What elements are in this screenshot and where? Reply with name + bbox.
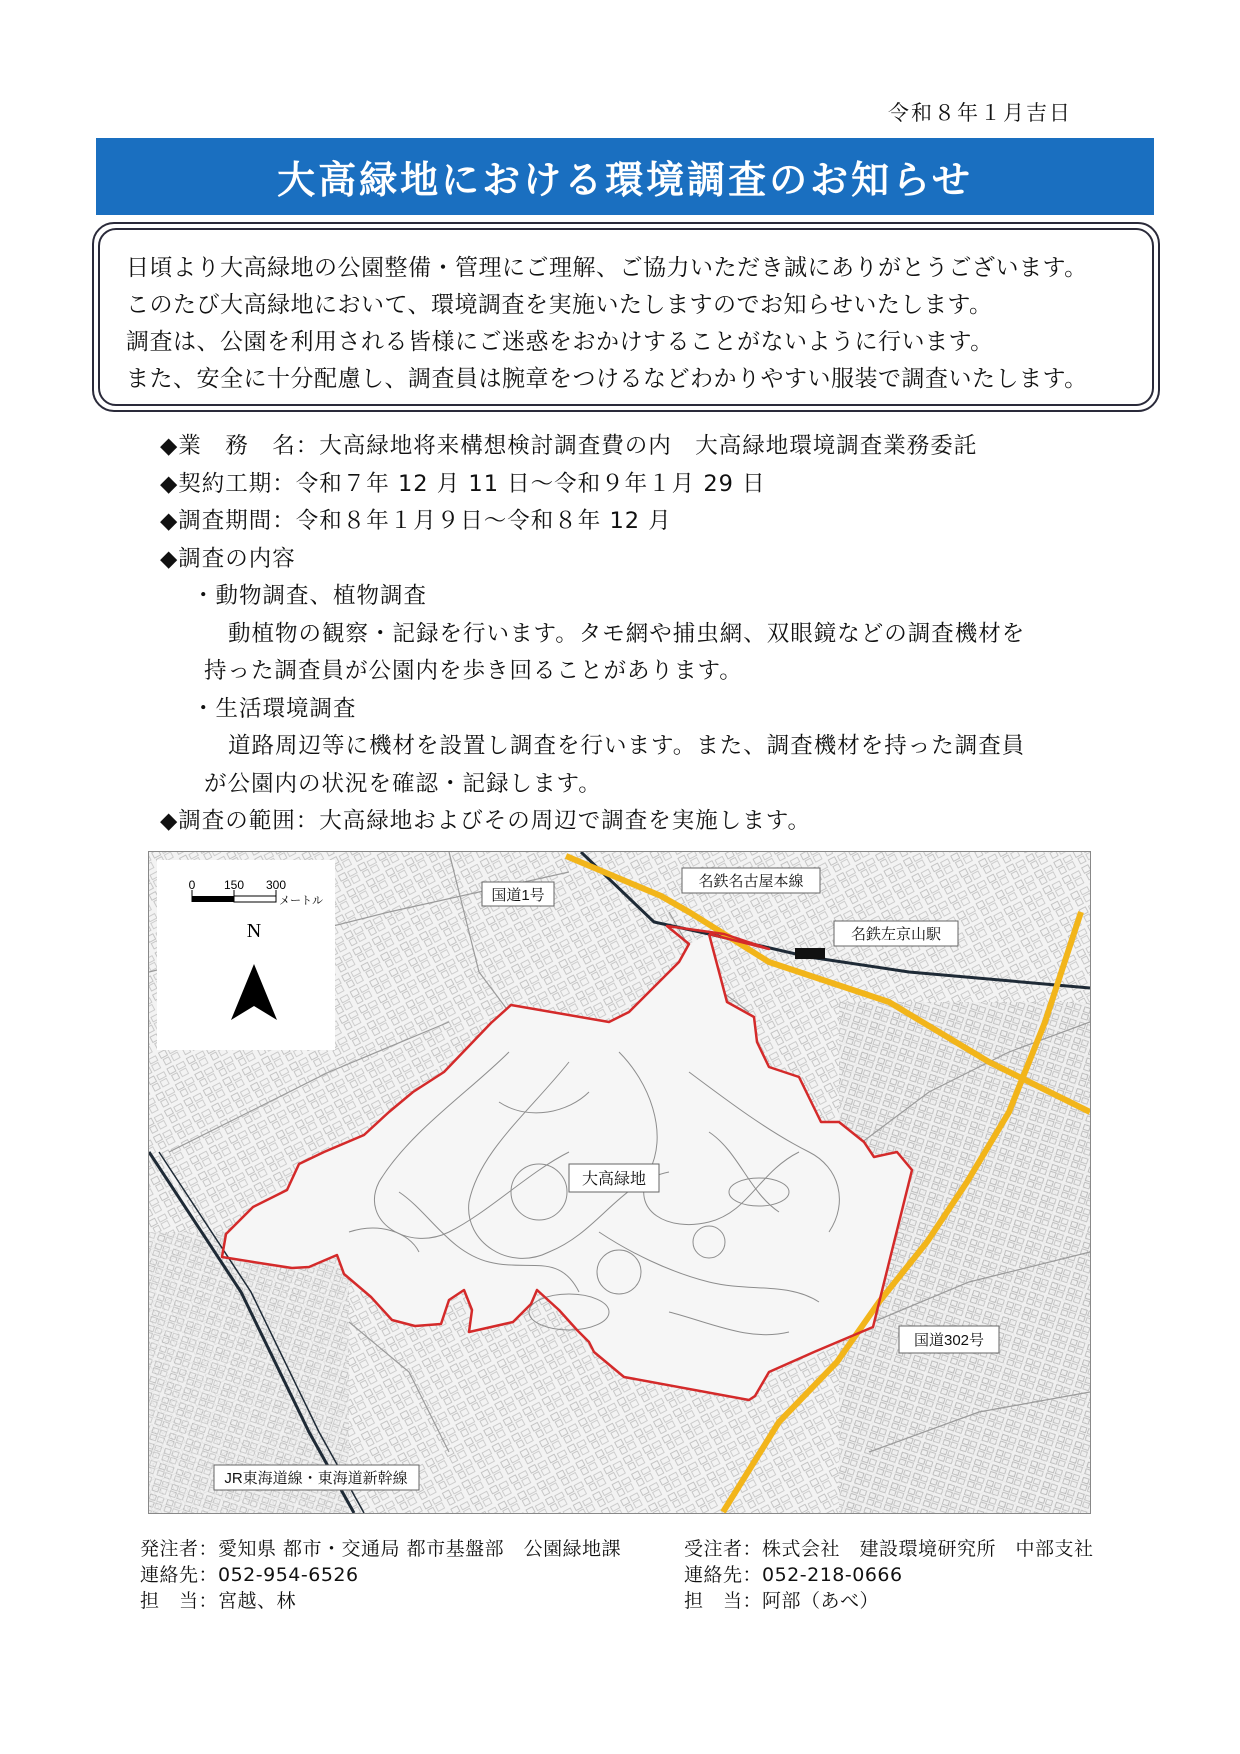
contractor-contact: 連絡先：052-218-0666 <box>684 1564 903 1586</box>
issue-date: 令和８年１月吉日 <box>888 101 1072 125</box>
notice-line: 調査は、公園を利用される皆様にご迷惑をおかけすることがないように行います。 <box>126 329 994 355</box>
survey-period: ◆調査期間：令和８年１月９日～令和８年 12 月 <box>160 508 672 534</box>
content-heading: ◆調査の内容 <box>160 545 296 572</box>
notice-line: また、安全に十分配慮し、調査員は腕章をつけるなどわかりやすい服装で調査いたします。 <box>126 366 1088 392</box>
orderer-person: 担 当：宮越、林 <box>140 1590 297 1612</box>
page-title: 大高緑地における環境調査のお知らせ <box>277 158 973 202</box>
orderer-info <box>140 1536 621 1614</box>
contractor-info <box>684 1536 1094 1614</box>
notice-box <box>92 222 1160 412</box>
north-label: N <box>246 920 262 942</box>
title-banner <box>96 138 1154 215</box>
notice-inner-frame <box>98 228 1154 406</box>
item2-title: ・生活環境調査 <box>192 695 357 722</box>
park-label: 大高緑地 <box>581 1171 647 1188</box>
details-section <box>160 428 1100 841</box>
route302-label: 国道302号 <box>913 1332 985 1349</box>
meitetsu-line-label: 名鉄名古屋本線 <box>698 873 804 890</box>
route1-label: 国道1号 <box>491 887 545 904</box>
notice-line: このたび大高緑地において、環境調査を実施いたしますのでお知らせいたします。 <box>126 292 993 318</box>
sakyoyama-station-label: 名鉄左京山駅 <box>850 926 942 943</box>
survey-range: ◆調査の範囲：大高緑地およびその周辺で調査を実施します。 <box>160 808 812 834</box>
contractor-name: 受注者：株式会社 建設環境研究所 中部支社 <box>684 1538 1094 1560</box>
scale-tick-label: 150 <box>223 878 245 892</box>
legend-box <box>157 860 335 1050</box>
map-svg <box>149 852 1090 1513</box>
item2-body: が公園内の状況を確認・記録します。 <box>204 770 602 797</box>
scale-unit-label: メートル <box>279 895 323 907</box>
item1-title: ・動物調査、植物調査 <box>192 583 428 609</box>
notice-line: 日頃より大高緑地の公園整備・管理にご理解、ご協力いただき誠にありがとうございます。 <box>126 255 1088 281</box>
item1-body: 持った調査員が公園内を歩き回ることがあります。 <box>204 658 743 684</box>
contractor-person: 担 当：阿部（あべ） <box>684 1590 880 1612</box>
business-name: ◆業 務 名：大高緑地将来構想検討調査費の内 大高緑地環境調査業務委託 <box>160 433 978 459</box>
survey-area-map <box>148 851 1091 1514</box>
scale-tick-label: 0 <box>188 878 196 892</box>
scale-tick-label: 300 <box>265 878 287 892</box>
jr-line-label: JR東海道線・東海道新幹線 <box>224 1470 408 1487</box>
item2-body: 道路周辺等に機材を設置し調査を行います。また、調査機材を持った調査員 <box>228 733 1026 759</box>
station-marker <box>795 948 825 959</box>
orderer-contact: 連絡先：052-954-6526 <box>140 1564 359 1586</box>
item1-body: 動植物の観察・記録を行います。タモ網や捕虫網、双眼鏡などの調査機材を <box>228 620 1026 647</box>
orderer-name: 発注者：愛知県 都市・交通局 都市基盤部 公園緑地課 <box>140 1538 622 1560</box>
contract-period: ◆契約工期：令和７年 12 月 11 日～令和９年１月 29 日 <box>160 470 766 497</box>
